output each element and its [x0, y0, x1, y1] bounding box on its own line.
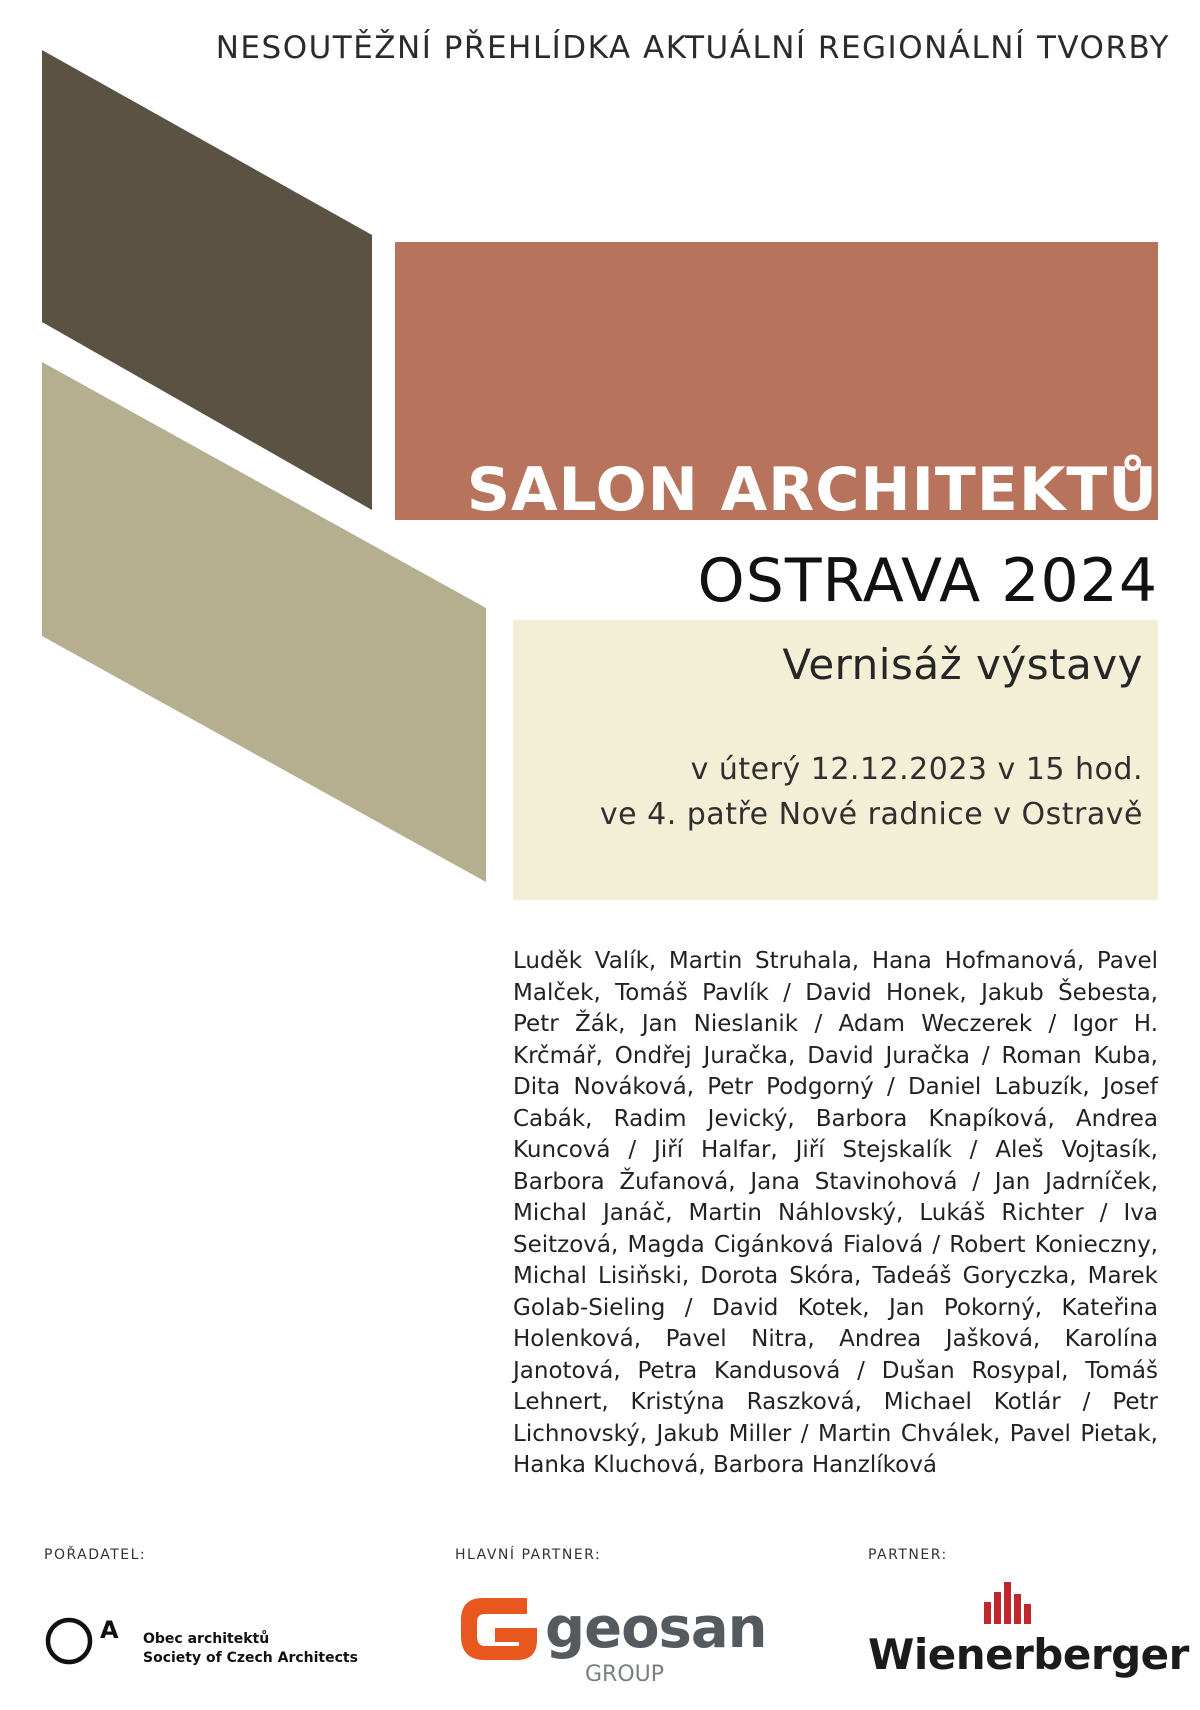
- main-partner-name: geosan: [545, 1596, 767, 1661]
- event-place: ve 4. patře Nové radnice v Ostravě: [599, 797, 1143, 832]
- poster-subtitle: NESOUTĚŽNÍ PŘEHLÍDKA AKTUÁLNÍ REGIONÁLNÍ TVORBY: [215, 30, 1170, 66]
- geosan-g-icon: [455, 1590, 545, 1670]
- organizer-name: [143, 1630, 358, 1668]
- organizer-name-cs: Obec architektů: [143, 1631, 270, 1647]
- partner-label: PARTNER:: [868, 1547, 948, 1563]
- main-partner-label: HLAVNÍ PARTNER:: [455, 1547, 602, 1563]
- oa-logo-icon: [44, 1614, 144, 1674]
- main-partner-group: GROUP: [585, 1662, 665, 1687]
- event-heading: Vernisáž výstavy: [782, 640, 1143, 689]
- event-city-year: OSTRAVA 2024: [697, 546, 1158, 616]
- organizer-name-en: Society of Czech Architects: [143, 1650, 358, 1666]
- organizer-label: POŘADATEL:: [44, 1547, 147, 1563]
- event-date: v úterý 12.12.2023 v 15 hod.: [690, 752, 1143, 787]
- partner-name: Wienerberger: [868, 1630, 1189, 1679]
- wienerberger-bars-icon: [978, 1578, 1038, 1628]
- oa-logo-letter: A: [100, 1616, 119, 1644]
- participants-list: Luděk Valík, Martin Struhala, Hana Hofmanová, Pavel Malček, Tomáš Pavlík / David Honek, Jakub Šebesta, Petr Žák, Jan Nieslanik / Adam Weczerek / Igor H. Krčmář, Ondřej Juračka, David Juračka / Roman Kuba, Dita Nováková, Petr Podgorný / Daniel Labuzík, Josef Cabák, Radim Jevický, Barbora Knapíková, Andrea Kuncová / Jiří Halfar, Jiří Stejskalík / Aleš Vojtasík, Barbora Žufanová, Jana Stavinohová / Jan Jadrníček, Michal Janáč, Martin Náhlovský, Lukáš Richter / Iva Seitzová, Magda Cigánková Fialová / Robert Konieczny, Michal Lisiňski, Dorota Skóra, Tadeáš Goryczka, Marek Golab-Sieling / David Kotek, Jan Pokorný, Kateřina Holenková, Pavel Nitra, Andrea Jašková, Karolína Janotová, Petra Kandusová / Dušan Rosypal, Tomáš Lehnert, Kristýna Raszková, Michael Kotlár / Petr Lichnovský, Jakub Miller / Martin Chválek, Pavel Pietak, Hanka Kluchová, Barbora Hanzlíková: [513, 948, 1158, 1478]
- event-title: SALON ARCHITEKTŮ: [466, 455, 1158, 525]
